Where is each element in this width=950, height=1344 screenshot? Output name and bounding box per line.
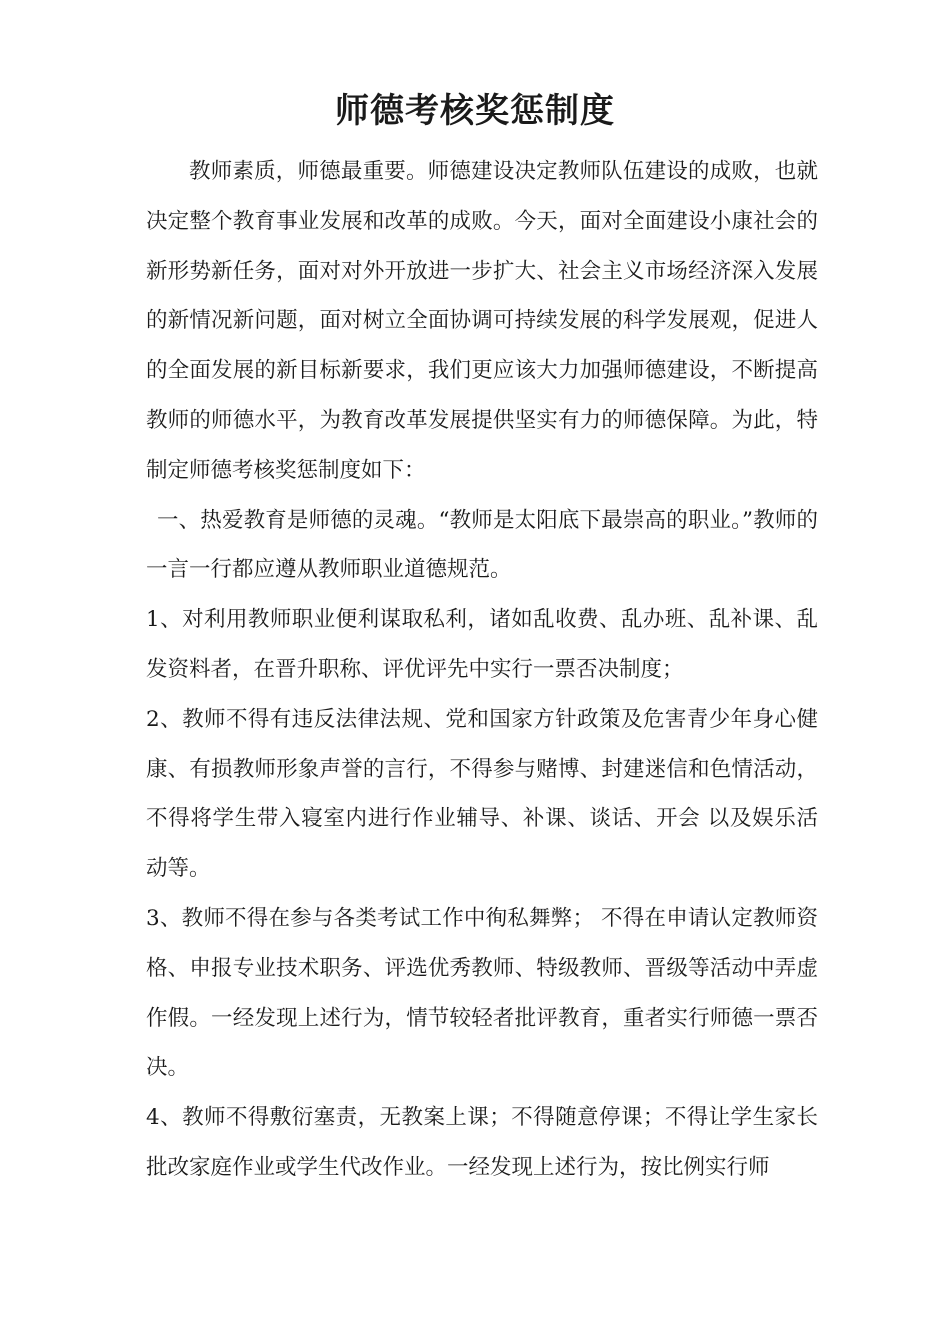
rule-2-paragraph: 2、教师不得有违反法律法规、党和国家方针政策及危害青少年身心健康、有损教师形象声誉的言行，不得参与赌博、封建迷信和色情活动，不得将学生带入寝室内进行作业辅导、补课、谈话、开会 以及娱乐活动等。 bbox=[146, 706, 818, 882]
section-one-paragraph: 一、热爱教育是师德的灵魂。“教师是太阳底下最崇高的职业。”教师的一言一行都应遵从教师职业道德规范。 bbox=[146, 507, 818, 583]
rule-4-paragraph: 4、教师不得敷衍塞责，无教案上课；不得随意停课；不得让学生家长批改家庭作业或学生代改作业。一经发现上述行为，按比例实行师 bbox=[146, 1105, 818, 1180]
rule-3-paragraph: 3、教师不得在参与各类考试工作中徇私舞弊； 不得在申请认定教师资格、申报专业技术职务、评选优秀教师、特级教师、晋级等活动中弄虚作假。一经发现上述行为，情节较轻者批评教育，重者实行师德一票否决。 bbox=[146, 905, 818, 1081]
rule-1-paragraph: 1、对利用教师职业便利谋取私利，诸如乱收费、乱办班、乱补课、乱发资料者，在晋升职称、评优评先中实行一票否决制度； bbox=[146, 607, 818, 682]
document-title: 师德考核奖惩制度 bbox=[335, 91, 615, 131]
document-body bbox=[146, 147, 818, 1193]
intro-paragraph: 教师素质，师德最重要。师德建设决定教师队伍建设的成败，也就决定整个教育事业发展和改革的成败。今天，面对全面建设小康社会的新形势新任务，面对对外开放进一步扩大、社会主义市场经济深入发展的新情况新问题，面对树立全面协调可持续发展的科学发展观，促进人的全面发展的新目标新要求，我们更应该大力加强师德建设，不断提高教师的师德水平，为教育改革发展提供坚实有力的师德保障。为此，特制定师德考核奖惩制度如下： bbox=[146, 159, 818, 483]
